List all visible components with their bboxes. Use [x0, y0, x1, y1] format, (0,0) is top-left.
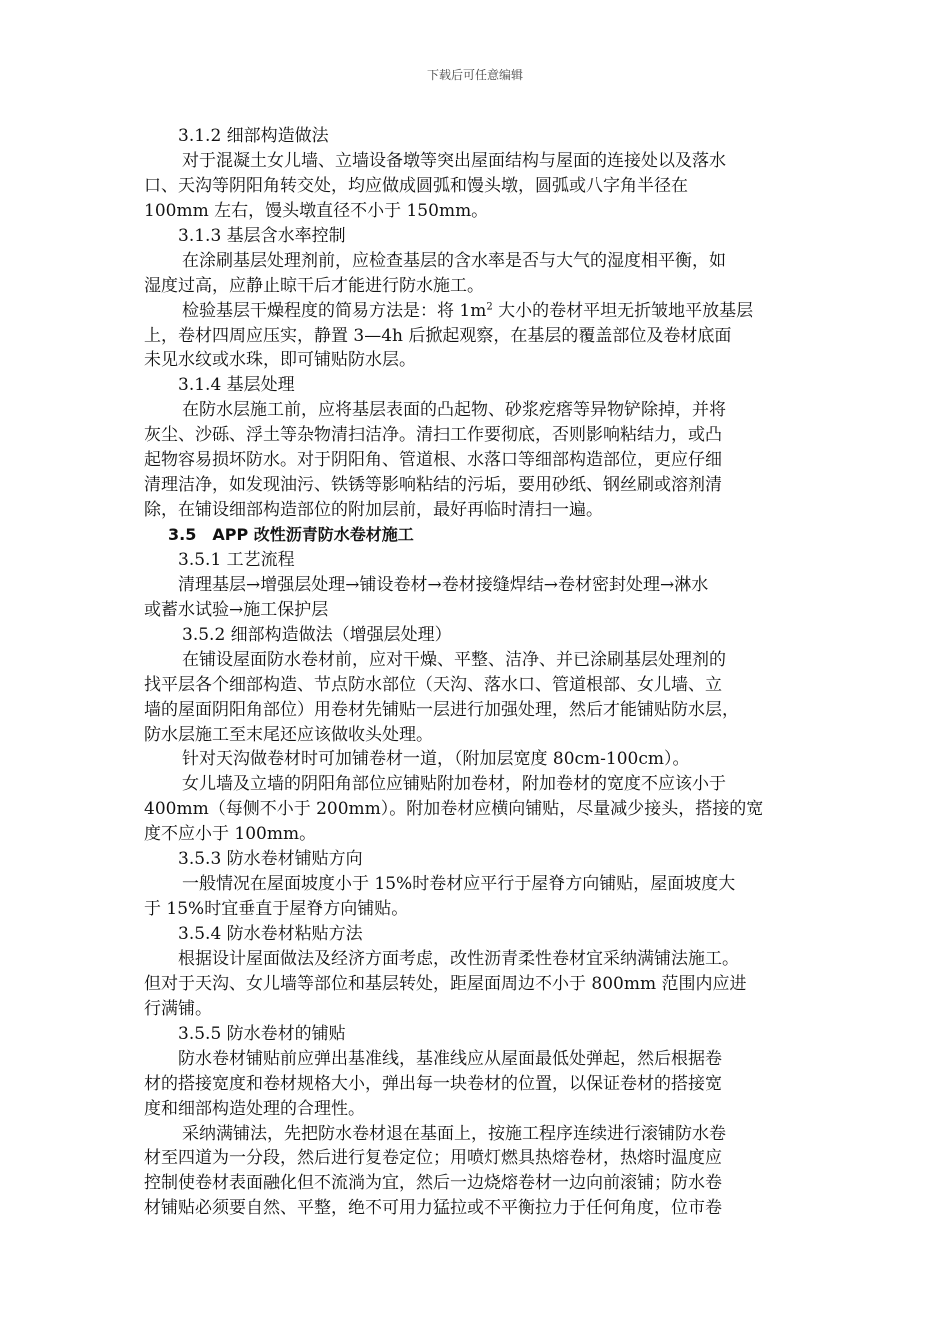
page-header: 下载后可任意编辑	[426, 68, 523, 82]
section-heading: 3.5.3 防水卷材铺贴方向	[178, 849, 363, 870]
text-line: 度不应小于 100mm。	[144, 824, 317, 845]
text-line: 找平层各个细部构造、节点防水部位（天沟、落水口、管道根部、女儿墙、立	[144, 674, 722, 695]
text-line: 对于混凝土女儿墙、立墙设备墩等突出屋面结构与屋面的连接处以及落水	[182, 150, 726, 171]
text-line: 湿度过高，应静止晾干后才能进行防水施工。	[144, 275, 484, 296]
text-line: 400mm（每侧不小于 200mm）。附加卷材应横向铺贴，尽量减少接头，搭接的宽	[144, 799, 764, 820]
text-line: 行满铺。	[144, 998, 212, 1019]
text-line: 针对天沟做卷材时可加铺卷材一道，（附加层宽度 80cm-100cm）。	[182, 749, 690, 770]
text-line: 在涂刷基层处理剂前，应检查基层的含水率是否与大气的湿度相平衡，如	[182, 250, 726, 271]
text-line: 根据设计屋面做法及经济方面考虑，改性沥青柔性卷材宜采纳满铺法施工。	[178, 948, 739, 969]
text-line: 采纳满铺法，先把防水卷材退在基面上，按施工程序连续进行滚铺防水卷	[182, 1123, 726, 1144]
section-heading: 3.5.4 防水卷材粘贴方法	[178, 924, 363, 944]
text-line: 灰尘、沙砾、浮土等杂物清扫洁净。清扫工作要彻底，否则影响粘结力，或凸	[144, 425, 722, 446]
text-line: 材铺贴必须要自然、平整，绝不可用力猛拉或不平衡拉力于任何角度，位市卷	[144, 1198, 722, 1219]
text-line: 墙的屋面阴阳角部位）用卷材先铺贴一层进行加强处理，然后才能铺贴防水层，	[144, 699, 739, 720]
text-line: 防水层施工至末尾还应该做收头处理。	[144, 724, 433, 745]
text-line: 于 15%时宜垂直于屋脊方向铺贴。	[144, 899, 409, 920]
text-line: 防水卷材铺贴前应弹出基准线，基准线应从屋面最低处弹起，然后根据卷	[178, 1048, 722, 1069]
text-line: 清理基层→增强层处理→铺设卷材→卷材接缝焊结→卷材密封处理→淋水	[178, 574, 709, 595]
text-line: 口、天沟等阴阳角转交处，均应做成圆弧和馒头墩，圆弧或八字角半径在	[144, 175, 688, 196]
text-line: 起物容易损坏防水。对于阴阳角、管道根、水落口等细部构造部位，更应仔细	[144, 450, 722, 471]
text-line: 或蓄水试验→施工保护层	[144, 599, 329, 620]
text-line: 女儿墙及立墙的阴阳角部位应铺贴附加卷材，附加卷材的宽度不应该小于	[182, 774, 726, 795]
text-line: 上，卷材四周应压实，静置 3—4h 后掀起观察，在基层的覆盖部位及卷材底面	[144, 325, 732, 346]
text-line: 在防水层施工前，应将基层表面的凸起物、砂浆疙瘩等异物铲除掉，并将	[182, 400, 726, 421]
section-heading: 3.5.1 工艺流程	[178, 549, 295, 570]
text-line: 一般情况在屋面坡度小于 15%时卷材应平行于屋脊方向铺贴，屋面坡度大	[182, 874, 736, 895]
section-heading: 3.1.3 基层含水率控制	[178, 225, 346, 246]
text-line: 在铺设屋面防水卷材前，应对干燥、平整、洁净、并已涂刷基层处理剂的	[182, 649, 726, 670]
text-line: 控制使卷材表面融化但不流淌为宜，然后一边烧熔卷材一边向前滚铺；防水卷	[144, 1173, 722, 1194]
text-line: 检验基层干燥程度的简易方法是：将 $1m^2$ 大小的卷材平坦无折皱地平放基层	[182, 300, 754, 321]
section-heading: 3.1.4 基层处理	[178, 375, 295, 396]
section-heading: 3.1.2 细部构造做法	[178, 126, 329, 146]
text-line: 100mm 左右，馒头墩直径不小于 150mm。	[144, 200, 489, 221]
text-line: 材的搭接宽度和卷材规格大小，弹出每一块卷材的位置，以保证卷材的搭接宽	[144, 1073, 722, 1094]
text-line: 3.5.2 细部构造做法（增强层处理）	[182, 624, 452, 645]
text-line: 清理洁净，如发现油污、铁锈等影响粘结的污垢，要用砂纸、钢丝刷或溶剂清	[144, 475, 722, 496]
text-line: 材至四道为一分段，然后进行复卷定位；用喷灯燃具热熔卷材，热熔时温度应	[144, 1148, 722, 1169]
text-line: 未见水纹或水珠，即可铺贴防水层。	[144, 350, 416, 371]
text-line: 度和细部构造处理的合理性。	[144, 1098, 365, 1119]
document-body	[144, 124, 814, 1221]
section-heading: 3.5 APP 改性沥青防水卷材施工	[168, 525, 414, 544]
section-heading: 3.5.5 防水卷材的铺贴	[178, 1023, 346, 1044]
text-line: 但对于天沟、女儿墙等部位和基层转处，距屋面周边不小于 800mm 范围内应进	[144, 973, 747, 994]
text-line: 除，在铺设细部构造部位的附加层前，最好再临时清扫一遍。	[144, 500, 603, 521]
